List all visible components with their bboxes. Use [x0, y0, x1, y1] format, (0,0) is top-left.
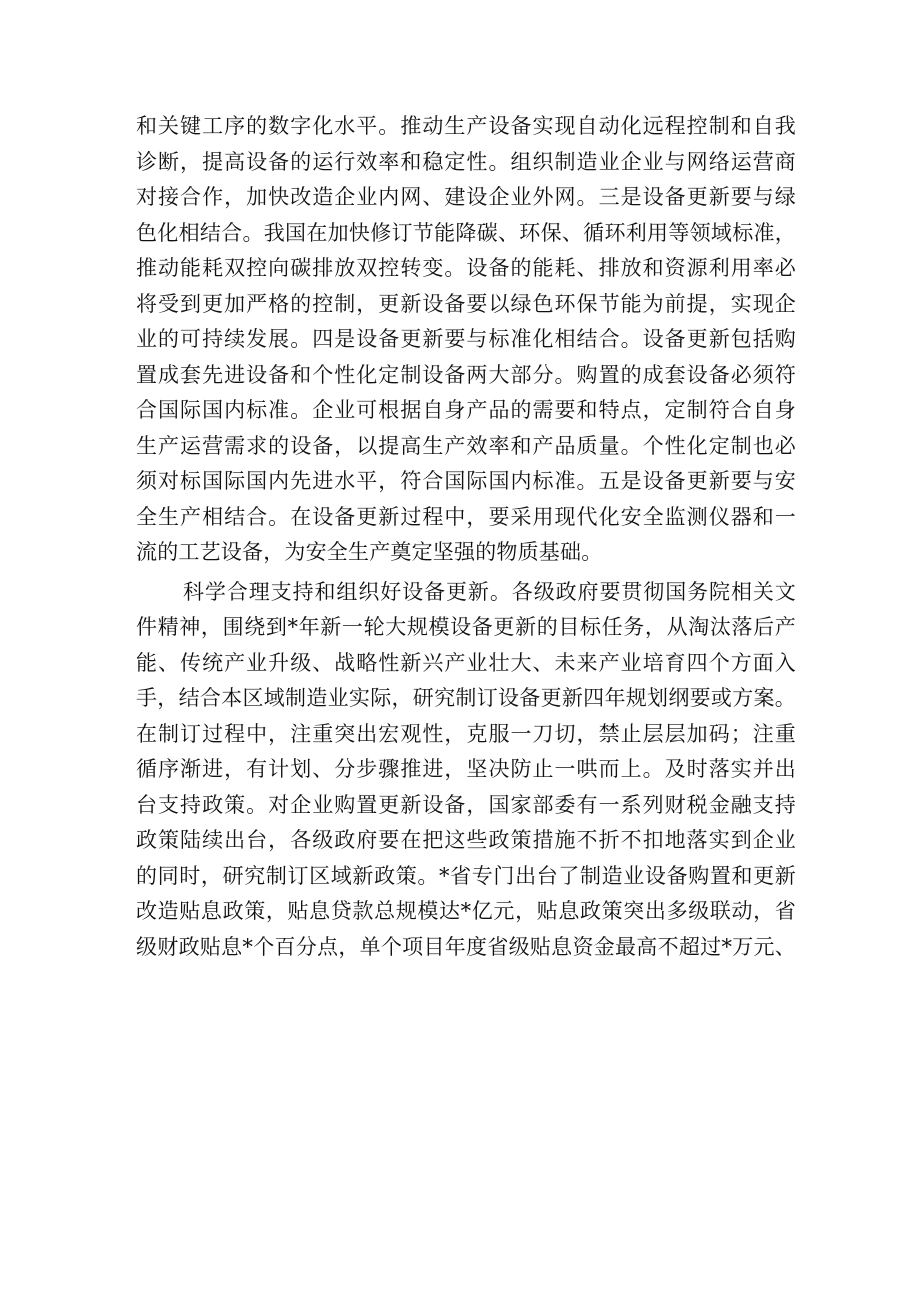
text-line: 台支持政策。对企业购置更新设备，国家部委有一系列财税金融支持 — [136, 792, 796, 817]
text-line: 置成套先进设备和个性化定制设备两大部分。购置的成套设备必须符 — [136, 362, 796, 387]
text-line: 色化相结合。我国在加快修订节能降碳、环保、循环利用等领域标准， — [136, 220, 796, 245]
paragraph-government-support — [136, 575, 796, 966]
text-line: 的同时，研究制订区域新政策。*省专门出台了制造业设备购置和更新 — [136, 863, 796, 888]
text-line: 将受到更加严格的控制，更新设备要以绿色环保节能为前提，实现企 — [136, 291, 796, 316]
text-line: 能、传统产业升级、战略性新兴产业壮大、未来产业培育四个方面入 — [136, 650, 796, 675]
text-line: 诊断，提高设备的运行效率和稳定性。组织制造业企业与网络运营商 — [136, 149, 796, 174]
text-line: 和关键工序的数字化水平。推动生产设备实现自动化远程控制和自我 — [136, 114, 796, 138]
text-line: 改造贴息政策，贴息贷款总规模达*亿元，贴息政策突出多级联动，省 — [136, 899, 796, 923]
document-body — [136, 109, 796, 965]
text-line: 件精神，围绕到*年新一轮大规模设备更新的目标任务，从淘汰落后产 — [136, 615, 796, 639]
text-line: 循序渐进，有计划、分步骤推进，坚决防止一哄而上。及时落实并出 — [136, 757, 796, 781]
text-line: 政策陆续出台，各级政府要在把这些政策措施不折不扣地落实到企业 — [136, 828, 796, 852]
text-line-indented: 科学合理支持和组织好设备更新。各级政府要贯彻国务院相关文 — [183, 579, 796, 604]
text-line: 对接合作，加快改造企业内网、建设企业外网。三是设备更新要与绿 — [136, 185, 796, 209]
text-line: 手，结合本区域制造业实际，研究制订设备更新四年规划纲要或方案。 — [136, 686, 796, 710]
text-line: 推动能耗双控向碳排放双控转变。设备的能耗、排放和资源利用率必 — [136, 256, 796, 280]
text-line: 合国际国内标准。企业可根据自身产品的需要和特点，定制符合自身 — [136, 398, 796, 422]
text-line: 全生产相结合。在设备更新过程中，要采用现代化安全监测仪器和一 — [136, 504, 796, 529]
text-line: 生产运营需求的设备，以提高生产效率和产品质量。个性化定制也必 — [136, 433, 796, 458]
text-line: 级财政贴息*个百分点，单个项目年度省级贴息资金最高不超过*万元、 — [136, 934, 796, 959]
text-line-last: 流的工艺设备，为安全生产奠定坚强的物质基础。 — [136, 540, 603, 564]
paragraph-equipment-renewal-integration — [136, 109, 796, 571]
text-line: 业的可持续发展。四是设备更新要与标准化相结合。设备更新包括购 — [136, 327, 796, 351]
text-line: 在制订过程中，注重突出宏观性，克服一刀切，禁止层层加码；注重 — [136, 721, 796, 746]
text-line: 须对标国际国内先进水平，符合国际国内标准。五是设备更新要与安 — [136, 469, 796, 493]
